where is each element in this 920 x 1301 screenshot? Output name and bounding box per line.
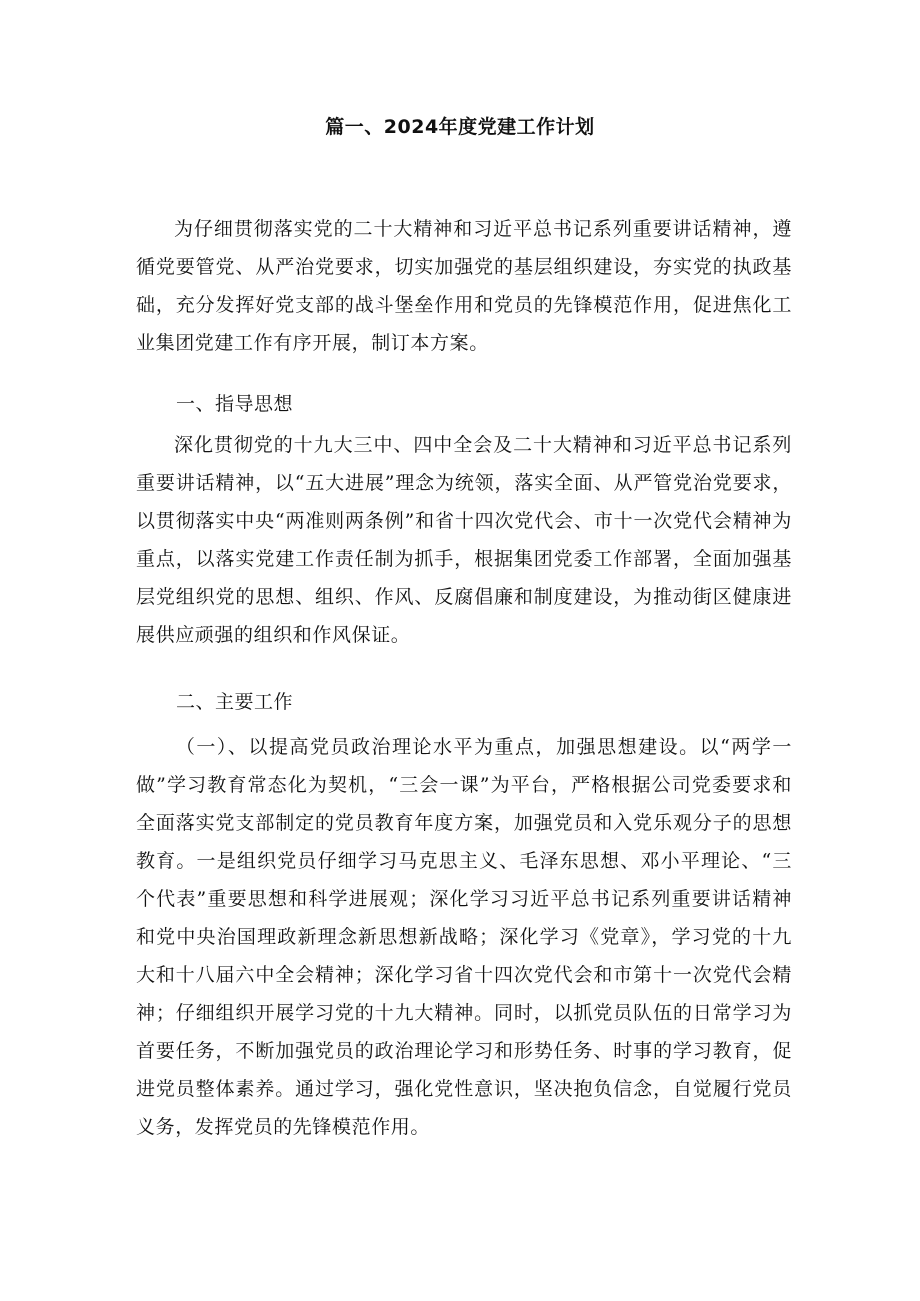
intro-paragraph-block [136, 210, 792, 362]
document-title: 篇一、2024年度党建工作计划 [325, 116, 595, 138]
main-work-block [136, 728, 792, 1146]
guiding-thought-paragraph: 深化贯彻党的十九大三中、四中全会及二十大精神和习近平总书记系列重要讲话精神，以“五大进展”理念为统领，落实全面、从严管党治党要求，以贯彻落实中央“两准则两条例”和省十四次党代会、市十一次党代会精神为重点，以落实党建工作责任制为抓手，根据集团党委工作部署，全面加强基层党组织党的思想、组织、作风、反腐倡廉和制度建设，为推动街区健康进展供应顽强的组织和作风保证。 [136, 434, 792, 646]
guiding-thought-block [136, 426, 792, 654]
section-heading-guiding-thought: 一、指导思想 [176, 393, 294, 415]
intro-paragraph: 为仔细贯彻落实党的二十大精神和习近平总书记系列重要讲话精神，遵循党要管党、从严治党要求，切实加强党的基层组织建设，夯实党的执政基础，充分发挥好党支部的战斗堡垒作用和党员的先锋模范作用，促进焦化工业集团党建工作有序开展，制订本方案。 [136, 218, 792, 354]
main-work-paragraph: （一）、以提高党员政治理论水平为重点，加强思想建设。以“两学一做”学习教育常态化为契机，“三会一课”为平台，严格根据公司党委要求和全面落实党支部制定的党员教育年度方案，加强党员和入党乐观分子的思想教育。一是组织党员仔细学习马克思主义、毛泽东思想、邓小平理论、“三个代表”重要思想和科学进展观；深化学习习近平总书记系列重要讲话精神和党中央治国理政新理念新思想新战略；深化学习《党章》，学习党的十九大和十八届六中全会精神；深化学习省十四次党代会和市第十一次党代会精神；仔细组织开展学习党的十九大精神。同时，以抓党员队伍的日常学习为首要任务，不断加强党员的政治理论学习和形势任务、时事的学习教育，促进党员整体素养。通过学习，强化党性意识，坚决抱负信念，自觉履行党员义务，发挥党员的先锋模范作用。 [136, 736, 792, 1138]
section-heading-main-work: 二、主要工作 [176, 691, 294, 713]
